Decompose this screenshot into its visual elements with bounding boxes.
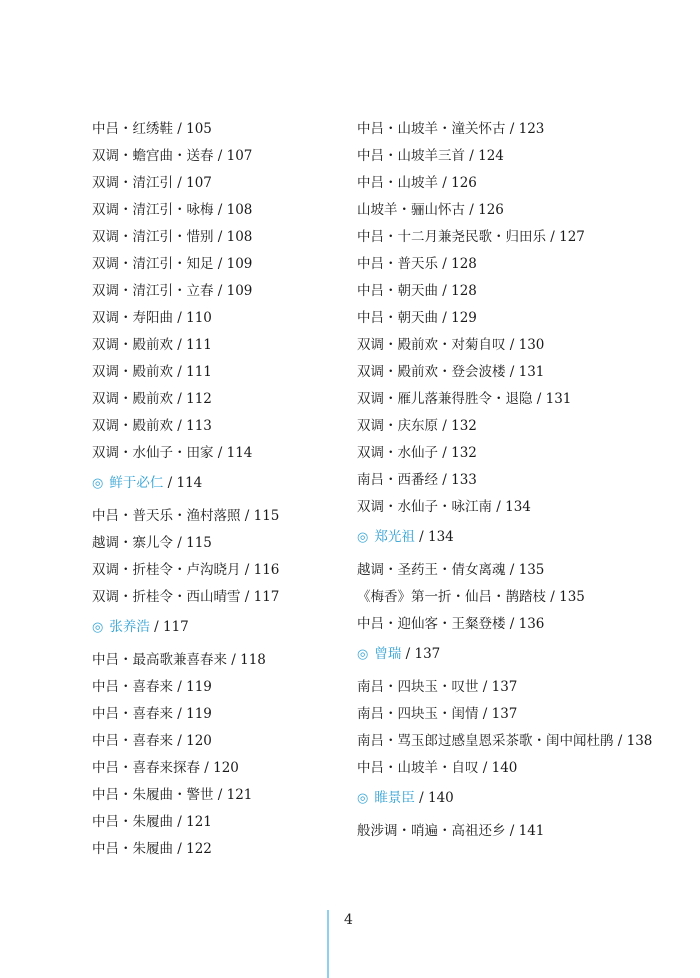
toc-entry[interactable]: 双调・清江引・知足 / 109 (92, 256, 253, 272)
toc-entry[interactable]: 越调・寨儿令 / 115 (92, 535, 212, 551)
author-heading (357, 524, 657, 551)
toc-entry[interactable]: 中吕・朝天曲 / 128 (357, 283, 477, 299)
toc-entry[interactable]: 双调・殿前欢 / 112 (92, 391, 212, 407)
author-page: / 134 (414, 529, 454, 545)
toc-entry[interactable]: 双调・清江引 / 107 (92, 175, 212, 191)
author-page: / 140 (414, 790, 454, 806)
page-number: 4 (344, 912, 353, 928)
toc-entry[interactable]: 双调・殿前欢・对菊自叹 / 130 (357, 337, 545, 353)
toc-entry[interactable]: 中吕・最高歌兼喜春来 / 118 (92, 652, 266, 668)
toc-left-column (92, 116, 342, 863)
toc-entry[interactable]: 中吕・喜春来探春 / 120 (92, 760, 239, 776)
toc-entry[interactable]: 般涉调・哨遍・高祖还乡 / 141 (357, 823, 545, 839)
toc-entry[interactable]: 南吕・骂玉郎过感皇恩采茶歌・闺中闻杜鹃 / 138 (357, 733, 653, 749)
author-page: / 117 (149, 619, 189, 635)
author-heading (357, 785, 657, 812)
author-heading (92, 470, 342, 497)
toc-entry[interactable]: 山坡羊・骊山怀古 / 126 (357, 202, 504, 218)
toc-entry[interactable]: 中吕・山坡羊三首 / 124 (357, 148, 504, 164)
toc-entry[interactable]: 中吕・十二月兼尧民歌・归田乐 / 127 (357, 229, 585, 245)
toc-entry[interactable]: 双调・殿前欢 / 111 (92, 337, 212, 353)
author-heading (357, 641, 657, 668)
author-page: / 137 (401, 646, 441, 662)
toc-entry[interactable]: 双调・清江引・咏梅 / 108 (92, 202, 253, 218)
toc-entry[interactable]: 南吕・四块玉・闺情 / 137 (357, 706, 518, 722)
author-name: 鲜于必仁 (109, 475, 164, 491)
toc-entry[interactable]: 中吕・喜春来 / 119 (92, 706, 212, 722)
toc-entry[interactable]: 双调・殿前欢 / 111 (92, 364, 212, 380)
toc-entry[interactable]: 中吕・朱履曲 / 121 (92, 814, 212, 830)
author-heading (92, 614, 342, 641)
author-marker-icon: ◎ (357, 530, 369, 545)
author-name: 曾瑞 (374, 646, 402, 662)
toc-entry[interactable]: 双调・殿前欢 / 113 (92, 418, 212, 434)
toc-entry[interactable]: 中吕・普天乐 / 128 (357, 256, 477, 272)
toc-entry[interactable]: 中吕・朝天曲 / 129 (357, 310, 477, 326)
toc-entry[interactable]: 中吕・山坡羊・自叹 / 140 (357, 760, 518, 776)
toc-right-column (357, 116, 657, 845)
toc-entry[interactable]: 双调・折桂令・卢沟晓月 / 116 (92, 562, 280, 578)
toc-entry[interactable]: 中吕・迎仙客・王粲登楼 / 136 (357, 616, 545, 632)
author-marker-icon: ◎ (357, 791, 369, 806)
toc-entry[interactable]: 中吕・朱履曲・警世 / 121 (92, 787, 253, 803)
author-name: 睢景臣 (374, 790, 415, 806)
toc-entry[interactable]: 双调・雁儿落兼得胜令・退隐 / 131 (357, 391, 572, 407)
toc-entry[interactable]: 双调・水仙子・咏江南 / 134 (357, 499, 531, 515)
toc-entry[interactable]: 双调・蟾宫曲・送春 / 107 (92, 148, 253, 164)
toc-entry[interactable]: 中吕・红绣鞋 / 105 (92, 121, 212, 137)
toc-entry[interactable]: 《梅香》第一折・仙吕・鹊踏枝 / 135 (357, 589, 585, 605)
footer-rule (327, 910, 329, 978)
author-marker-icon: ◎ (357, 647, 369, 662)
toc-entry[interactable]: 双调・水仙子・田家 / 114 (92, 445, 253, 461)
toc-entry[interactable]: 中吕・山坡羊・潼关怀古 / 123 (357, 121, 545, 137)
author-name: 张养浩 (109, 619, 150, 635)
toc-entry[interactable]: 双调・水仙子 / 132 (357, 445, 477, 461)
toc-entry[interactable]: 南吕・西番经 / 133 (357, 472, 477, 488)
toc-entry[interactable]: 中吕・普天乐・渔村落照 / 115 (92, 508, 280, 524)
toc-entry[interactable]: 南吕・四块玉・叹世 / 137 (357, 679, 518, 695)
author-name: 郑光祖 (374, 529, 415, 545)
toc-entry[interactable]: 双调・清江引・惜别 / 108 (92, 229, 253, 245)
author-page: / 114 (163, 475, 203, 491)
toc-entry[interactable]: 中吕・喜春来 / 120 (92, 733, 212, 749)
toc-entry[interactable]: 中吕・喜春来 / 119 (92, 679, 212, 695)
toc-entry[interactable]: 双调・殿前欢・登会波楼 / 131 (357, 364, 545, 380)
toc-entry[interactable]: 双调・折桂令・西山晴雪 / 117 (92, 589, 280, 605)
toc-entry[interactable]: 中吕・山坡羊 / 126 (357, 175, 477, 191)
toc-entry[interactable]: 双调・寿阳曲 / 110 (92, 310, 212, 326)
toc-entry[interactable]: 中吕・朱履曲 / 122 (92, 841, 212, 857)
toc-entry[interactable]: 双调・庆东原 / 132 (357, 418, 477, 434)
author-marker-icon: ◎ (92, 620, 104, 635)
toc-entry[interactable]: 双调・清江引・立春 / 109 (92, 283, 253, 299)
toc-entry[interactable]: 越调・圣药王・倩女离魂 / 135 (357, 562, 545, 578)
author-marker-icon: ◎ (92, 476, 104, 491)
